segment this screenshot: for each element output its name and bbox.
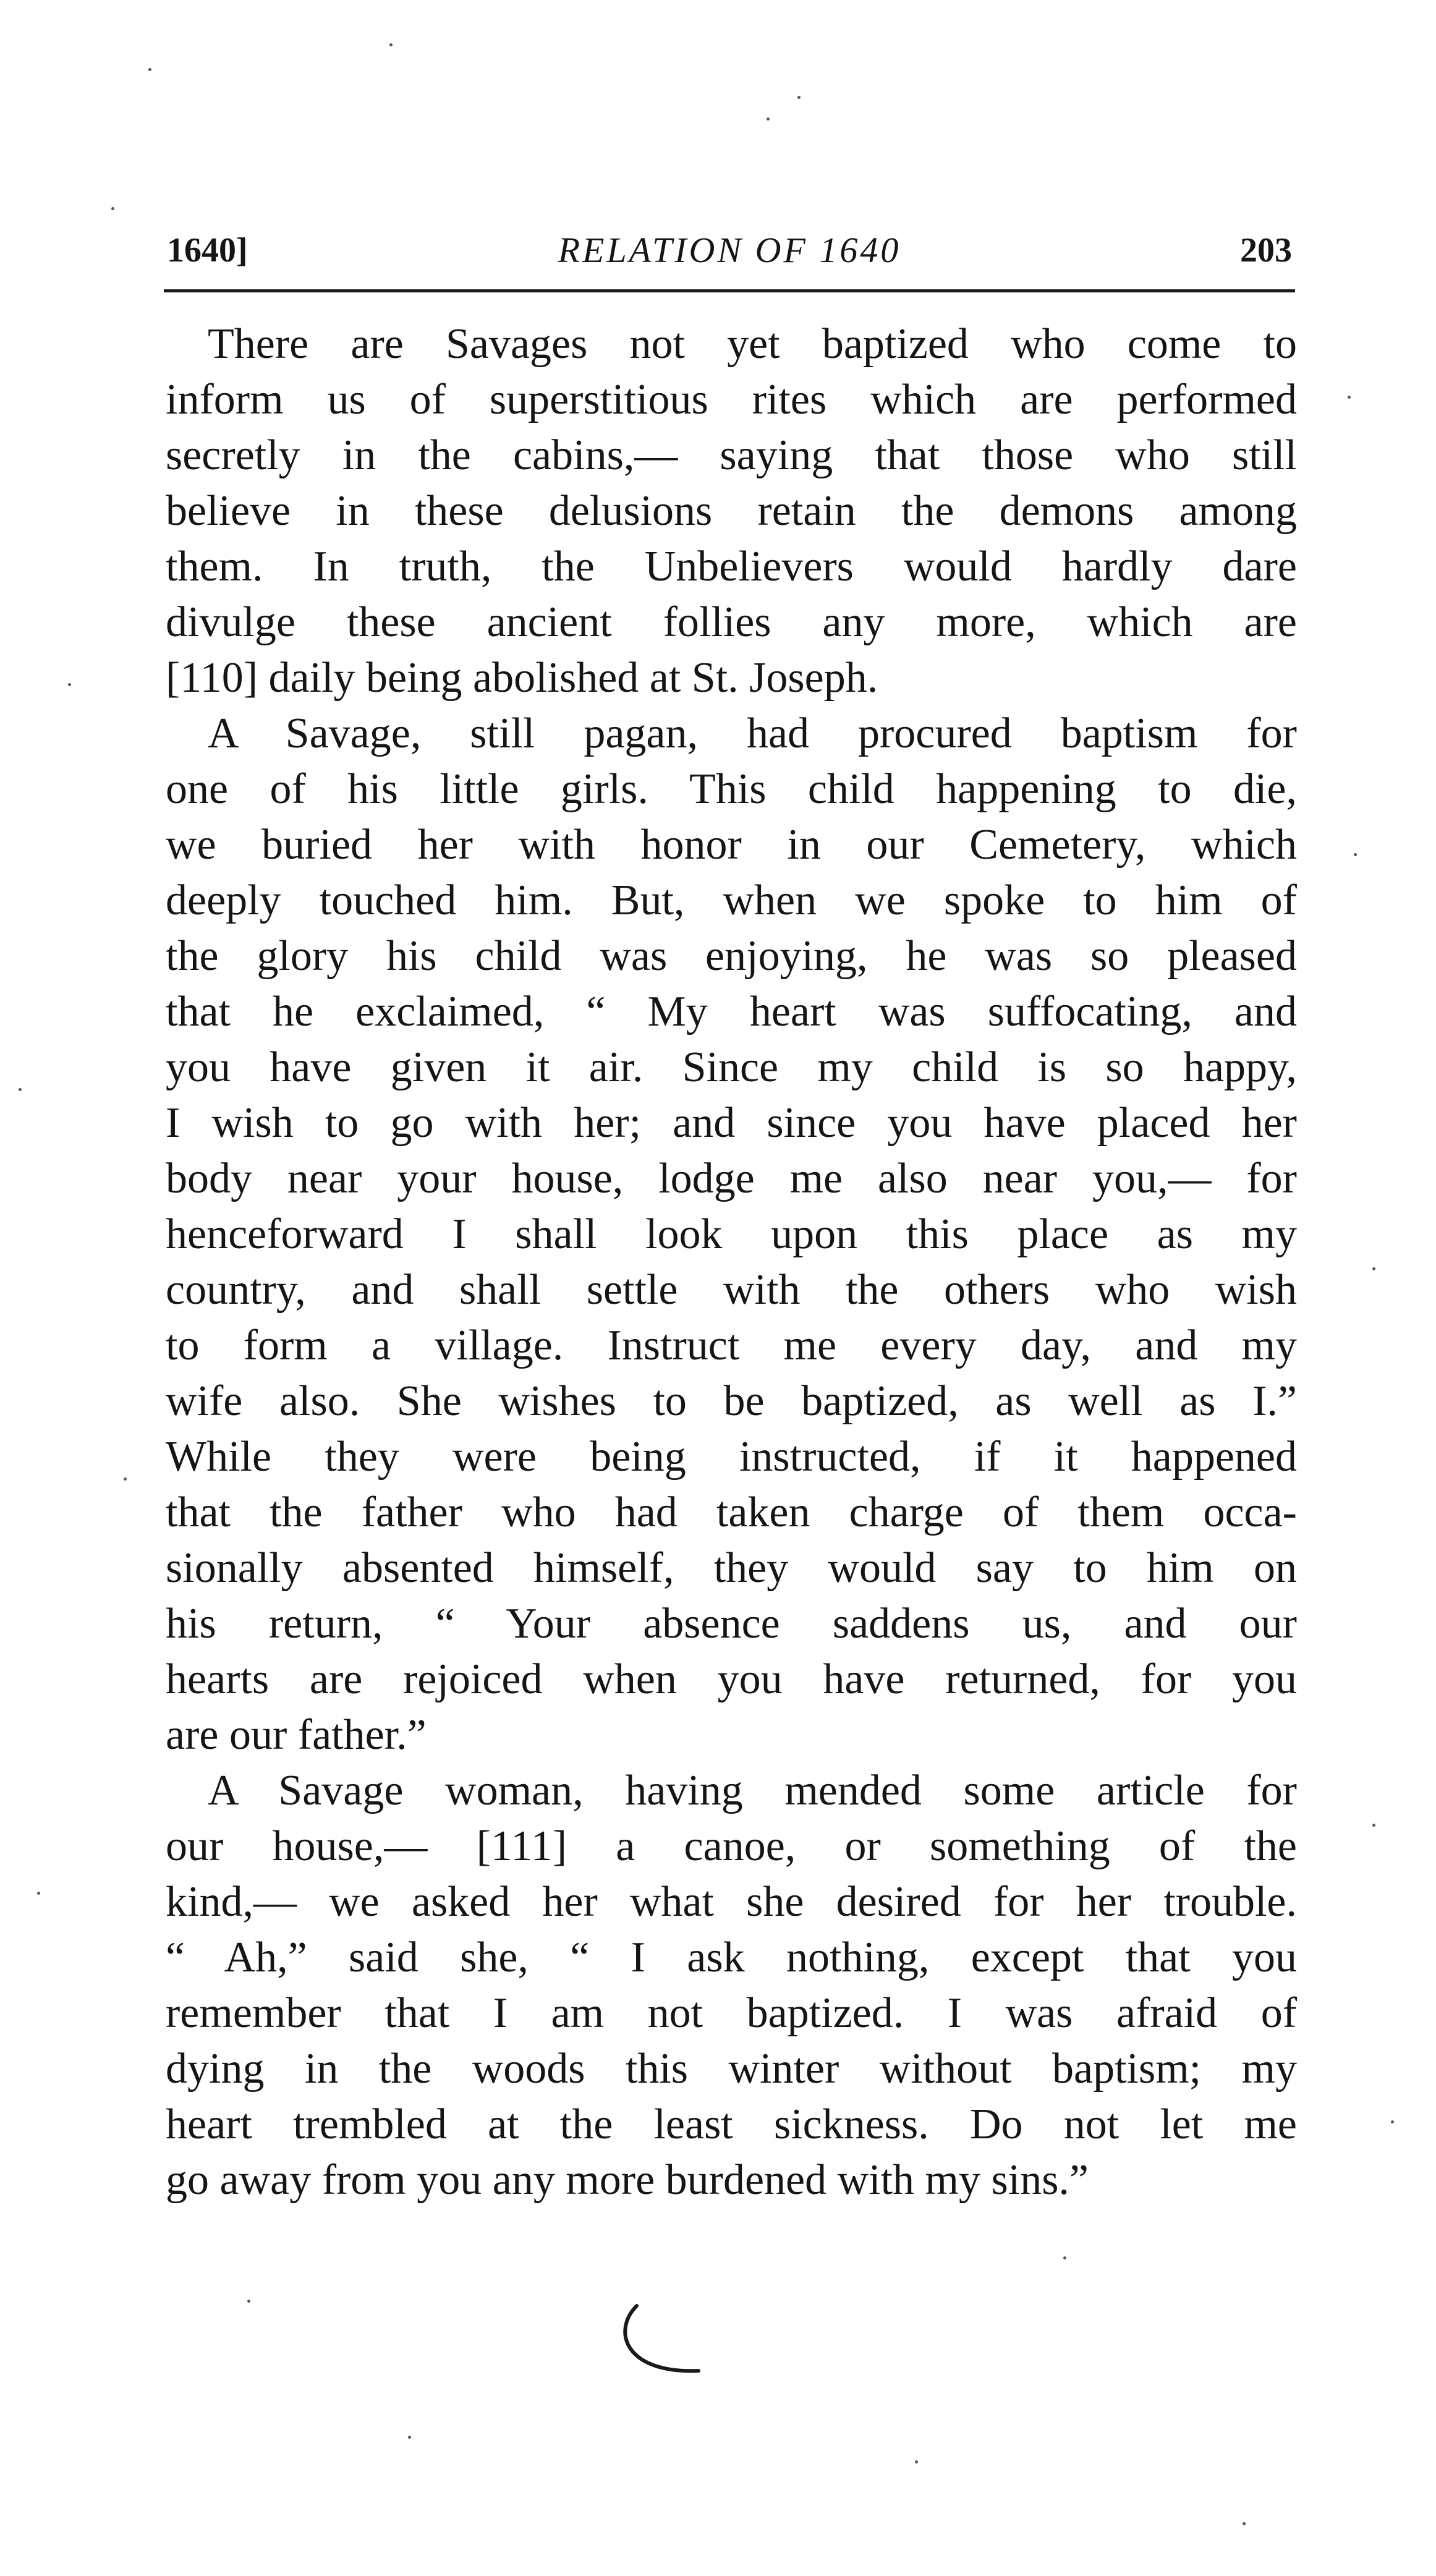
scan-speck bbox=[767, 117, 770, 121]
text-line: hearts are rejoiced when you have returned, for you bbox=[166, 1656, 1297, 1703]
text-line: “ Ah,” said she, “ I ask nothing, except that you bbox=[166, 1934, 1297, 1981]
header-rule bbox=[164, 289, 1295, 292]
text-line: henceforward I shall look upon this place as my bbox=[166, 1210, 1297, 1258]
scan-speck bbox=[19, 1088, 22, 1091]
text-line: [110] daily being abolished at St. Joseph. bbox=[166, 654, 878, 702]
text-line: country, and shall settle with the others who wish bbox=[166, 1266, 1297, 1314]
scan-speck bbox=[68, 683, 71, 686]
page-number: 203 bbox=[1240, 231, 1292, 270]
text-line: There are Savages not yet baptized who come to bbox=[208, 320, 1297, 368]
text-line: deeply touched him. But, when we spoke to him of bbox=[166, 877, 1297, 924]
text-line: kind,— we asked her what she desired for her trouble. bbox=[166, 1878, 1297, 1926]
scan-speck bbox=[37, 1892, 40, 1895]
running-head bbox=[167, 223, 1292, 278]
scan-speck bbox=[1063, 2256, 1066, 2259]
text-line: inform us of superstitious rites which are performed bbox=[166, 376, 1297, 423]
text-line: divulge these ancient follies any more, which are bbox=[166, 598, 1297, 646]
scan-speck bbox=[915, 2460, 918, 2463]
scan-speck bbox=[797, 96, 801, 99]
text-line: A Savage, still pagan, had procured baptism for bbox=[208, 710, 1297, 757]
text-line: dying in the woods this winter without baptism; my bbox=[166, 2045, 1297, 2093]
text-line: his return, “ Your absence saddens us, and our bbox=[166, 1600, 1297, 1647]
text-line: the glory his child was enjoying, he was so pleased bbox=[166, 932, 1297, 980]
text-line: are our father.” bbox=[166, 1711, 427, 1759]
text-line: our house,— [111] a canoe, or something of the bbox=[166, 1822, 1297, 1870]
scan-speck bbox=[1372, 1824, 1375, 1827]
text-line: them. In truth, the Unbelievers would hardly dare bbox=[166, 543, 1297, 590]
scan-speck bbox=[148, 68, 151, 71]
scan-speck bbox=[1391, 2120, 1394, 2123]
text-line: A Savage woman, having mended some article for bbox=[208, 1767, 1297, 1814]
scan-speck bbox=[124, 1477, 127, 1481]
scan-speck bbox=[111, 207, 114, 210]
running-head-title: RELATION OF 1640 bbox=[558, 230, 901, 270]
scan-speck bbox=[1354, 853, 1357, 856]
scan-speck bbox=[389, 43, 393, 46]
text-line: that the father who had taken charge of them occa- bbox=[166, 1489, 1297, 1536]
scan-speck bbox=[247, 2300, 250, 2303]
text-line: one of his little girls. This child happening to die, bbox=[166, 765, 1297, 813]
body-text bbox=[166, 317, 1297, 2208]
text-line: While they were being instructed, if it happened bbox=[166, 1433, 1297, 1481]
text-line: body near your house, lodge me also near you,— for bbox=[166, 1155, 1297, 1202]
text-line: you have given it air. Since my child is so happy, bbox=[166, 1044, 1297, 1091]
running-head-year: 1640] bbox=[167, 231, 248, 270]
text-line: we buried her with honor in our Cemetery, which bbox=[166, 821, 1297, 869]
text-line: I wish to go with her; and since you have placed her bbox=[166, 1099, 1297, 1147]
text-line: sionally absented himself, they would say to him on bbox=[166, 1544, 1297, 1592]
text-line: that he exclaimed, “ My heart was suffocating, and bbox=[166, 988, 1297, 1035]
scan-speck bbox=[1348, 396, 1351, 399]
text-line: heart trembled at the least sickness. Do not let me bbox=[166, 2101, 1297, 2148]
scan-speck bbox=[1243, 2522, 1246, 2525]
scan-speck bbox=[408, 2436, 411, 2439]
text-line: go away from you any more burdened with my sins.” bbox=[166, 2156, 1089, 2204]
text-line: wife also. She wishes to be baptized, as well as I.” bbox=[166, 1377, 1297, 1425]
scan-speck bbox=[1372, 1267, 1375, 1270]
text-line: to form a village. Instruct me every day, and my bbox=[166, 1322, 1297, 1369]
pencil-mark-icon bbox=[612, 2300, 717, 2386]
text-line: believe in these delusions retain the demons among bbox=[166, 487, 1297, 535]
text-line: remember that I am not baptized. I was afraid of bbox=[166, 1989, 1297, 2037]
text-line: secretly in the cabins,— saying that those who still bbox=[166, 431, 1297, 479]
